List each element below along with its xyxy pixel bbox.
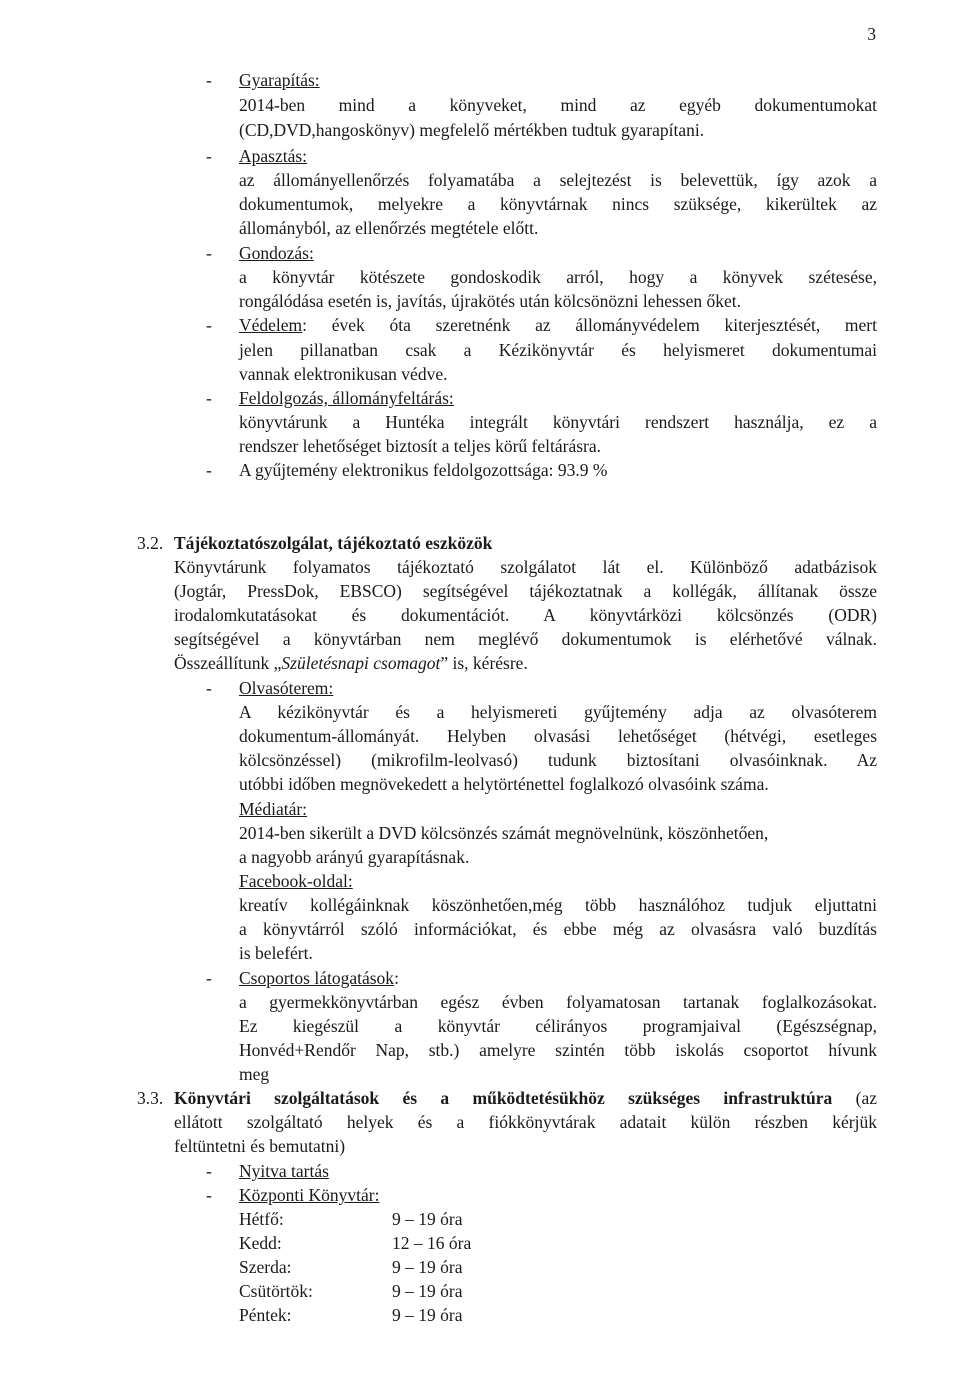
item-title: Médiatár: (239, 799, 308, 819)
paragraph-line: (Jogtár, PressDok, EBSCO) segítségével tájékoztatnak a kollégák, állítanak össze (174, 581, 877, 601)
item-text: dokumentumok, melyekre a könyvtárnak nincs szüksége, kikerültek az (239, 194, 877, 214)
item-text: A kézikönyvtár és a helyismereti gyűjtemény adja az olvasóterem (239, 702, 877, 722)
item-text: a nagyobb arányú gyarapításnak. (239, 847, 470, 867)
item-text: jelen pillanatban csak a Kézikönyvtár és helyismeret dokumentumai (239, 340, 877, 360)
item-title: Védelem (239, 315, 303, 335)
bullet-dash: - (206, 968, 212, 988)
opening-hours: 9 – 19 óra (392, 1281, 463, 1301)
item-text: könyvtárunk a Huntéka integrált könyvtári rendszert használja, ez a (239, 412, 877, 432)
item-title: Nyitva tartás (239, 1161, 329, 1181)
section-number: 3.2. (137, 533, 164, 553)
item-title: Gondozás: (239, 243, 314, 263)
item-text: dokumentum-állományát. Helyben olvasási lehetőséget (hétvégi, esetleges (239, 726, 877, 746)
bullet-dash: - (206, 388, 212, 408)
day-label: Szerda: (239, 1257, 292, 1277)
item-title: Apasztás: (239, 146, 308, 166)
bullet-dash: - (206, 460, 212, 480)
item-text: meg (239, 1064, 270, 1084)
item-title: Feldolgozás, állományfeltárás: (239, 388, 454, 408)
item-text: vannak elektronikusan védve. (239, 364, 448, 384)
text-fragment: ” is, kérésre. (440, 653, 528, 673)
item-text: Honvéd+Rendőr Nap, stb.) amelyre szintén több iskolás csoportot hívunk (239, 1040, 877, 1060)
opening-hours: 9 – 19 óra (392, 1257, 463, 1277)
item-title: Gyarapítás: (239, 70, 320, 90)
italic-text: Születésnapi csomagot (281, 653, 441, 673)
day-label: Csütörtök: (239, 1281, 313, 1301)
item-text: a könyvtárról szóló információkat, és ebbe még az olvasásra való buzdítás (239, 919, 877, 939)
section-number: 3.3. (137, 1088, 164, 1108)
item-text: rongálódása esetén is, javítás, újrakötés után kölcsönözni lehessen őket. (239, 291, 742, 311)
item-text: : évek óta szeretnénk az állományvédelem kiterjesztését, mert (302, 315, 877, 335)
bullet-dash: - (206, 678, 212, 698)
bullet-dash: - (206, 243, 212, 263)
item-text: a gyermekkönyvtárban egész évben folyamatosan tartanak foglalkozásokat. (239, 992, 877, 1012)
section-title: Könyvtári szolgáltatások és a működtetésükhöz szükséges infrastruktúra (174, 1088, 833, 1108)
bullet-dash: - (206, 70, 212, 90)
text-fragment: : (394, 968, 399, 988)
paragraph-line: segítségével a könyvtárban nem meglévő dokumentumok is elérhetővé válnak. (174, 629, 877, 649)
item-text: a könyvtár kötészete gondoskodik arról, hogy a könyvek szétesése, (239, 267, 877, 287)
item-text: Ez kiegészül a könyvtár célirányos programjaival (Egészségnap, (239, 1016, 877, 1036)
item-text: állományból, az ellenőrzés megtétele előtt. (239, 218, 539, 238)
item-text: kreatív kollégáinknak köszönhetően,még több használóhoz tudjuk eljuttatni (239, 895, 877, 915)
paragraph-line: ellátott szolgáltató helyek és a fiókkönyvtárak adatait külön részben kérjük (174, 1112, 877, 1132)
item-text: A gyűjtemény elektronikus feldolgozottsága: 93.9 % (239, 460, 608, 480)
item-text: (CD,DVD,hangoskönyv) megfelelő mértékben tudtuk gyarapítani. (239, 120, 705, 140)
paragraph-line: feltüntetni és bemutatni) (174, 1136, 346, 1156)
text-fragment: Összeállítunk „ (174, 653, 282, 673)
day-label: Péntek: (239, 1305, 292, 1325)
day-label: Kedd: (239, 1233, 282, 1253)
opening-hours: 9 – 19 óra (392, 1305, 463, 1325)
item-title: Facebook-oldal: (239, 871, 353, 891)
item-text: az állományellenőrzés folyamatába a selejtezést is belevettük, így azok a (239, 170, 877, 190)
opening-hours: 9 – 19 óra (392, 1209, 463, 1229)
item-text: 2014-ben mind a könyveket, mind az egyéb dokumentumokat (239, 95, 877, 115)
item-text: 2014-ben sikerült a DVD kölcsönzés számát megnövelnünk, köszönhetően, (239, 823, 769, 843)
item-text: kölcsönzéssel) (mikrofilm-leolvasó) tudunk biztosítani olvasóinknak. Az (239, 750, 877, 770)
paragraph-line: irodalomkutatásokat és dokumentációt. A könyvtárközi kölcsönzés (ODR) (174, 605, 877, 625)
item-text: rendszer lehetőséget biztosít a teljes körű feltárásra. (239, 436, 601, 456)
bullet-dash: - (206, 1185, 212, 1205)
opening-hours: 12 – 16 óra (392, 1233, 472, 1253)
section-title: Tájékoztatószolgálat, tájékoztató eszközök (174, 533, 493, 553)
paragraph-line: Könyvtárunk folyamatos tájékoztató szolgálatot lát el. Különböző adatbázisok (174, 557, 877, 577)
bullet-dash: - (206, 146, 212, 166)
text-fragment: (az (832, 1088, 877, 1108)
item-text: is belefért. (239, 943, 313, 963)
item-text: utóbbi időben megnövekedett a helytörténettel foglalkozó olvasóink száma. (239, 774, 769, 794)
bullet-dash: - (206, 1161, 212, 1181)
bullet-dash: - (206, 315, 212, 335)
item-title: Olvasóterem: (239, 678, 334, 698)
item-title: Központi Könyvtár: (239, 1185, 380, 1205)
item-title: Csoportos látogatások (239, 968, 395, 988)
day-label: Hétfő: (239, 1209, 284, 1229)
page-number: 3 (867, 24, 876, 44)
